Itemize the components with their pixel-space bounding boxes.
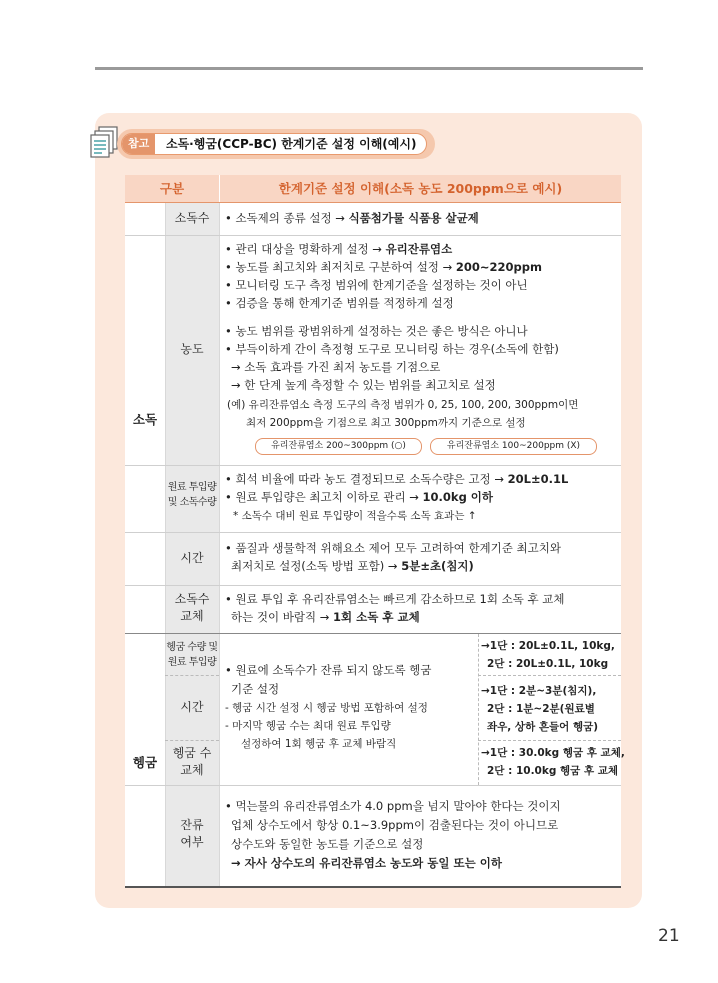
column-header-criteria: 한계기준 설정 이해(소독 농도 200ppm으로 예시)	[220, 175, 621, 202]
rinse-right-a2: 2단 : 20L±0.1L, 10kg	[487, 658, 609, 670]
row-label-rinse-replacement: 헹굼 수 교체	[172, 746, 212, 777]
rinse-right-b3: 좌우, 상하 흔들어 헹굼)	[487, 721, 599, 733]
row2-line-b6: 최저 200ppm을 기점으로 최고 300ppm까지 기준으로 설정	[246, 417, 526, 429]
row3-line2: • 원료 투입량은 최고치 이하로 관리 → 10.0kg 이하	[225, 490, 494, 504]
top-rule	[95, 67, 643, 70]
row-label-time: 시간	[180, 551, 204, 565]
row2-line-b2: • 부득이하게 간이 측정형 도구로 모니터링 하는 경우(소독에 한함)	[225, 342, 559, 356]
criteria-table	[125, 175, 625, 888]
rinse-mid-line1: • 원료에 소독수가 잔류 되지 않도록 헹굼	[225, 663, 432, 677]
row2-line-a4: • 검증을 통해 한계기준 범위를 적정하게 설정	[225, 296, 454, 310]
rinse-right-a1: →1단 : 20L±0.1L, 10kg,	[481, 640, 615, 652]
residue-line2: 업체 상수도에서 항상 0.1~3.9ppm이 검출된다는 것이 아니므로	[231, 818, 559, 832]
row4-line2: 최저치로 설정(소독 방법 포함) → 5분±초(침지)	[231, 559, 474, 573]
row-label-residue: 잔류 여부	[180, 818, 204, 849]
rinse-mid-line5: 설정하여 1회 헹굼 후 교체 바람직	[241, 738, 397, 750]
rinse-mid-line2: 기준 설정	[231, 682, 280, 696]
residue-line4: → 자사 상수도의 유리잔류염소 농도와 동일 또는 이하	[231, 856, 502, 870]
row4-line1: • 품질과 생물학적 위해요소 제어 모두 고려하여 한계기준 최고치와	[225, 541, 561, 555]
row-label-rinse-water: 헹굼 수량 및 원료 투입량	[166, 642, 218, 668]
residue-line1: • 먹는물의 유리잔류염소가 4.0 ppm을 넘지 말아야 한다는 것이지	[225, 799, 561, 813]
row2-line-b3: → 소독 효과를 가진 최저 농도를 기점으로	[231, 360, 441, 374]
example-good-badge: 유리잔류염소 200~300ppm (○)	[255, 438, 422, 455]
example-bad-badge: 유리잔류염소 100~200ppm (X)	[430, 438, 597, 455]
row2-line-b1: • 농도 범위를 광범위하게 설정하는 것은 좋은 방식은 아니나	[225, 324, 528, 338]
row-label-water-replacement: 소독수 교체	[174, 592, 210, 623]
row2-line-b4: → 한 단계 높게 측정할 수 있는 범위를 최고치로 설정	[231, 378, 496, 392]
rinse-mid-line4: - 마지막 헹굼 수는 최대 원료 투입량	[225, 720, 391, 732]
row5-line1: • 원료 투입 후 유리잔류염소는 빠르게 감소하므로 1회 소독 후 교체	[225, 592, 565, 606]
column-header-category: 구분	[125, 175, 219, 202]
rinse-right-b1: →1단 : 2분~3분(침지),	[481, 685, 597, 697]
category-rinse: 헹굼	[132, 755, 158, 770]
row2-line-b5: (예) 유리잔류염소 측정 도구의 측정 범위가 0, 25, 100, 200, 300ppm이면	[227, 399, 579, 411]
rinse-mid-line3: - 헹굼 시간 설정 시 헹굼 방법 포함하여 설정	[225, 702, 428, 714]
row-label-concentration: 농도	[180, 342, 204, 356]
row1-text: • 소독제의 종류 설정 → 식품첨가물 식품용 살균제	[225, 211, 479, 225]
row5-line2: 하는 것이 바람직 → 1회 소독 후 교체	[231, 610, 420, 624]
page-number: 21	[658, 926, 680, 946]
row2-line-a2: • 농도를 최고치와 최저치로 구분하여 설정 → 200~220ppm	[225, 260, 542, 274]
rinse-right-c1: →1단 : 30.0kg 헹굼 후 교체,	[481, 747, 625, 759]
residue-line3: 상수도와 동일한 농도를 기준으로 설정	[231, 837, 424, 851]
row-label-sanitizer: 소독수	[174, 211, 210, 225]
row3-line1: • 희석 비율에 따라 농도 결정되므로 소독수량은 고정 → 20L±0.1L	[225, 472, 569, 486]
row3-line3: * 소독수 대비 원료 투입량이 적을수록 소독 효과는 ↑	[233, 510, 477, 522]
row-label-input-and-water: 원료 투입량 및 소독수량	[167, 482, 217, 508]
title-pill	[117, 129, 435, 159]
rinse-right-b2: 2단 : 1분~2분(원료별	[487, 703, 595, 715]
row2-line-a3: • 모니터링 도구 측정 범위에 한계기준을 설정하는 것이 아닌	[225, 278, 528, 292]
rinse-right-c2: 2단 : 10.0kg 헹굼 후 교체	[487, 765, 619, 777]
row2-line-a1: • 관리 대상을 명확하게 설정 → 유리잔류염소	[225, 242, 453, 256]
reference-tag: 참고	[122, 134, 155, 154]
category-sanitize: 소독	[132, 412, 158, 427]
row-label-rinse-time: 시간	[180, 700, 204, 714]
box-title: 소독·헹굼(CCP-BC) 한계기준 설정 이해(예시)	[166, 137, 417, 151]
